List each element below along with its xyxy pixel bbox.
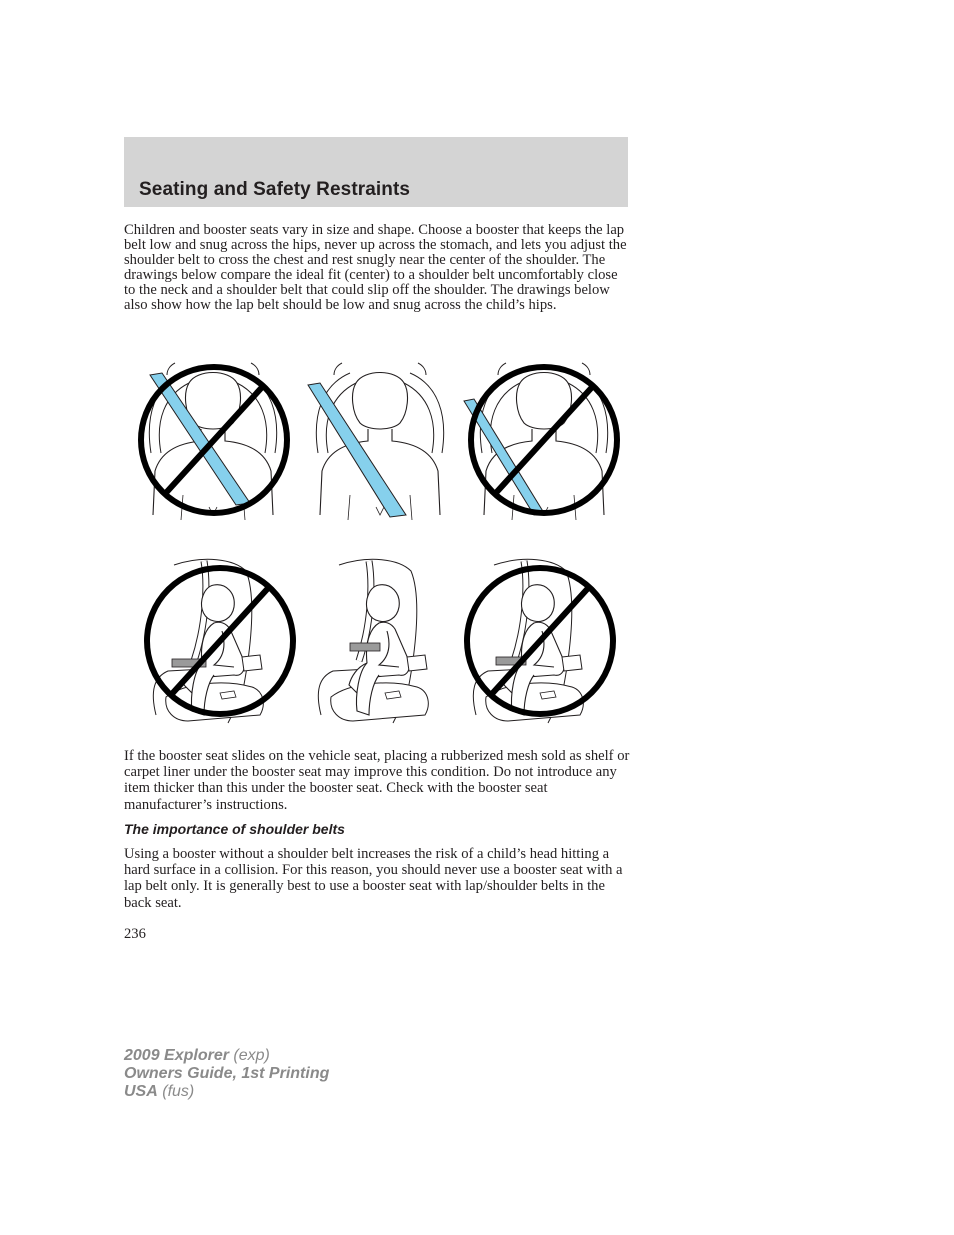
footer-line-1: 2009 Explorer (exp) — [124, 1047, 270, 1064]
front-view-ideal-fit — [308, 363, 444, 520]
side-view-incorrect-lap-belt — [147, 559, 293, 723]
belt-fit-illustration — [124, 357, 628, 727]
front-view-belt-near-neck — [141, 363, 287, 520]
front-view-belt-off-shoulder — [464, 363, 617, 520]
shoulder-belt-paragraph: Using a booster without a shoulder belt increases the risk of a child’s head hitting a hard surface in a collision. For this reason, you should never use a booster seat with a lap belt only. It is generally best to use a booster seat with lap/shoulder belts in the back seat. — [124, 846, 623, 911]
footer-line-2: Owners Guide, 1st Printing — [124, 1065, 330, 1082]
section-header-band — [124, 137, 628, 207]
intro-paragraph: Children and booster seats vary in size and shape. Choose a booster that keeps the lap belt low and snug across the hips, never up across the stomach, and lets you adjust the shoulder belt to cross the chest and rest snugly near the center of the shoulder. The drawings below compare the ideal fit (center) to a shoulder belt uncomfortably close to the neck and a shoulder belt that could slip off the shoulder. The drawings below also show how the lap belt should be low and snug across the child’s hips. — [124, 222, 627, 313]
subheading-shoulder-belts: The importance of shoulder belts — [124, 821, 345, 837]
section-title: Seating and Safety Restraints — [139, 179, 411, 200]
booster-slide-paragraph: If the booster seat slides on the vehicle seat, placing a rubberized mesh sold as shelf or carpet liner under the booster seat may improve this condition. Do not introduce any item thicker than this under the booster seat. Check with the booster seat manufacturer’s instructions. — [124, 748, 630, 813]
side-view-ideal-fit — [318, 559, 428, 723]
document-footer — [124, 1047, 329, 1101]
footer-line-3: USA (fus) — [124, 1083, 195, 1100]
side-view-incorrect-belt — [467, 559, 613, 723]
page-number: 236 — [124, 926, 146, 942]
